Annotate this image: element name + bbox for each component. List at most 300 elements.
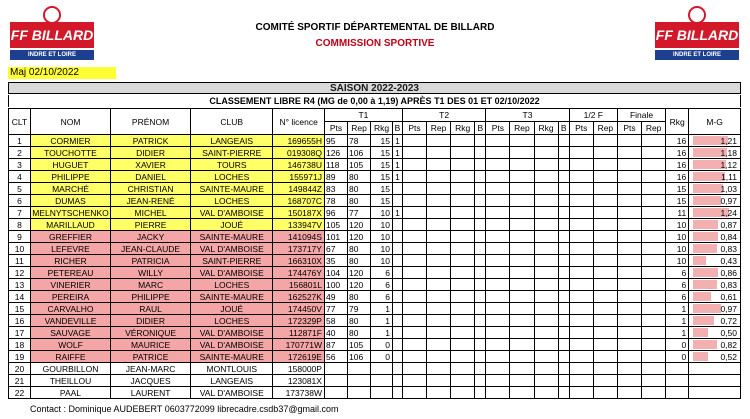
cell-t1-rep: 79 [348,303,371,315]
cell-t1-b [392,195,402,207]
cell-t1-rkg: 10 [371,219,393,231]
mg-value: 0,72 [720,315,737,326]
cell-empty [593,315,617,327]
cell-empty [558,183,569,195]
cell-empty [402,303,426,315]
cell-empty [593,267,617,279]
cell-t1-rkg: 10 [371,231,393,243]
cell-t1-b [392,363,402,375]
col-nom: NOM [30,109,110,135]
cell-t1-pts: 40 [324,327,347,339]
cell-empty [402,171,426,183]
cell-nom: THEILLOU [30,375,110,387]
cell-empty [569,327,593,339]
cell-empty [569,315,593,327]
cell-club: JOUÉ [191,303,273,315]
cell-empty [475,207,486,219]
cell-empty [475,195,486,207]
table-row [9,171,741,183]
cell-club: LOCHES [191,279,273,291]
cell-empty [642,159,666,171]
cell-empty [569,267,593,279]
cell-club: VAL D'AMBOISE [191,327,273,339]
cell-empty [427,135,451,147]
cell-licence: 149844Z [273,183,325,195]
cell-empty [617,387,641,399]
cell-empty [569,303,593,315]
cell-empty [617,219,641,231]
cell-empty [642,219,666,231]
cell-mg [689,303,741,315]
cell-empty [642,279,666,291]
mg-value: 0,84 [720,231,737,242]
cell-empty [486,219,510,231]
cell-rkg: 15 [666,183,689,195]
cell-clt: 15 [9,303,31,315]
cell-empty [475,171,486,183]
cell-empty [593,279,617,291]
cell-t1-rkg: 15 [371,159,393,171]
cell-empty [451,147,475,159]
cell-clt: 13 [9,279,31,291]
cell-rkg: 16 [666,135,689,147]
cell-empty [486,183,510,195]
cell-empty [486,255,510,267]
sub-pts: Pts [486,122,510,135]
cell-empty [510,135,534,147]
mg-value: 0,43 [720,255,737,266]
cell-empty [486,171,510,183]
cell-t1-rep: 78 [348,135,371,147]
ffbillard-logo-right [655,4,739,62]
cell-licence: 162527K [273,291,325,303]
cell-licence: 166310X [273,255,325,267]
cell-empty [558,327,569,339]
cell-t1-pts: 96 [324,207,347,219]
cell-empty [642,315,666,327]
cell-t1-rkg [371,363,393,375]
cell-mg [689,159,741,171]
sub-rkg: Rkg [534,122,558,135]
mg-value: 0,86 [720,267,737,278]
cell-prenom: PATRICK [111,135,191,147]
cell-empty [593,195,617,207]
document-subtitle: COMMISSION SPORTIVE [315,38,435,49]
cell-empty [569,255,593,267]
cell-empty [402,255,426,267]
cell-empty [558,231,569,243]
cell-rkg: 6 [666,279,689,291]
cell-t1-rep: 80 [348,291,371,303]
cell-club: VAL D'AMBOISE [191,207,273,219]
cell-t1-b [392,183,402,195]
cell-empty [593,387,617,399]
cell-mg [689,267,741,279]
cell-empty [593,147,617,159]
cell-t1-pts: 58 [324,315,347,327]
cell-t1-rep [348,375,371,387]
cell-empty [569,351,593,363]
cell-empty [642,291,666,303]
sub-rkg: Rkg [371,122,393,135]
cell-rkg: 16 [666,159,689,171]
table-row [9,135,741,147]
cell-clt: 6 [9,195,31,207]
mg-bar [693,280,717,289]
cell-empty [486,291,510,303]
cell-t1-pts: 35 [324,255,347,267]
cell-rkg: 10 [666,255,689,267]
cell-nom: PEREIRA [30,291,110,303]
cell-nom: GOURBILLON [30,363,110,375]
cell-empty [451,267,475,279]
cell-licence: 155971J [273,171,325,183]
cell-prenom: PIERRE [111,219,191,231]
cell-empty [642,207,666,219]
cell-rkg: 10 [666,219,689,231]
cell-prenom: MARC [111,279,191,291]
cell-empty [642,195,666,207]
cell-mg [689,171,741,183]
cell-mg [689,363,741,375]
cell-rkg [666,387,689,399]
cell-t1-b [392,279,402,291]
cell-t1-rep: 105 [348,159,371,171]
cell-empty [510,351,534,363]
logo-brand: FF BILLARD [655,22,739,48]
cell-empty [534,315,558,327]
mg-value: 0,87 [720,219,737,230]
mg-bar [693,328,708,337]
cell-empty [402,387,426,399]
cell-clt: 9 [9,231,31,243]
cell-rkg: 6 [666,267,689,279]
cell-empty [486,327,510,339]
cell-empty [534,363,558,375]
cell-rkg: 1 [666,327,689,339]
cell-empty [427,195,451,207]
cell-rkg [666,375,689,387]
cell-licence: 169655H [273,135,325,147]
cell-t1-rep: 105 [348,339,371,351]
cell-empty [617,135,641,147]
cell-prenom: RAUL [111,303,191,315]
cell-t1-pts: 104 [324,267,347,279]
cell-prenom: VÉRONIQUE [111,327,191,339]
cell-empty [475,279,486,291]
table-row [9,219,741,231]
cell-empty [569,243,593,255]
cell-rkg: 0 [666,339,689,351]
logo-region: INDRE ET LOIRE [10,50,94,60]
cell-rkg [666,363,689,375]
cell-clt: 14 [9,291,31,303]
cell-empty [569,219,593,231]
cell-t1-pts: 49 [324,291,347,303]
cell-prenom: PATRICIA [111,255,191,267]
cell-mg [689,207,741,219]
sub-pts: Pts [324,122,347,135]
cell-mg [689,327,741,339]
cell-empty [402,243,426,255]
cell-empty [486,195,510,207]
col-club: CLUB [191,109,273,135]
cell-nom: LEFEVRE [30,243,110,255]
cell-mg [689,339,741,351]
mg-value: 1,03 [720,183,737,194]
cell-t1-rkg: 15 [371,171,393,183]
cell-empty [569,183,593,195]
cell-mg [689,315,741,327]
cell-empty [593,351,617,363]
cell-club: LANGEAIS [191,135,273,147]
cell-nom: VINERIER [30,279,110,291]
cell-empty [475,327,486,339]
contact-line: Contact : Dominique AUDEBERT 0603772099 librecadre.csdb37@gmail.com [30,404,339,414]
cell-t1-rkg: 15 [371,195,393,207]
cell-empty [475,231,486,243]
cell-empty [642,231,666,243]
cell-empty [427,351,451,363]
mg-bar [693,256,706,265]
table-row [9,231,741,243]
cell-prenom: DANIEL [111,171,191,183]
cell-empty [475,387,486,399]
cell-rkg: 10 [666,231,689,243]
cell-empty [510,147,534,159]
cell-empty [475,267,486,279]
cell-t1-pts: 77 [324,303,347,315]
cell-empty [534,351,558,363]
cell-empty [402,375,426,387]
cell-empty [593,159,617,171]
mg-bar [693,220,718,229]
cell-empty [427,183,451,195]
cell-empty [642,387,666,399]
cell-rkg: 16 [666,171,689,183]
table-row [9,315,741,327]
cell-t1-b: 1 [392,135,402,147]
cell-licence: 172619E [273,351,325,363]
mg-bar [693,196,721,205]
document-title: COMITÉ SPORTIF DÉPARTEMENTAL DE BILLARD [255,22,495,33]
cell-empty [593,255,617,267]
sub-b: B [475,122,486,135]
cell-t1-pts: 89 [324,171,347,183]
cell-licence: 168707C [273,195,325,207]
cell-empty [427,387,451,399]
cell-empty [427,375,451,387]
mg-value: 0,50 [720,327,737,338]
cell-empty [642,267,666,279]
cell-t1-pts: 83 [324,183,347,195]
cell-prenom: JACQUES [111,375,191,387]
cell-empty [593,207,617,219]
cell-empty [569,291,593,303]
table-row [9,183,741,195]
cell-club: LANGEAIS [191,375,273,387]
cell-empty [427,327,451,339]
cell-empty [475,291,486,303]
cell-t1-b [392,303,402,315]
cell-empty [558,171,569,183]
cell-nom: PAAL [30,387,110,399]
cell-empty [486,315,510,327]
cell-empty [451,135,475,147]
cell-empty [642,171,666,183]
cell-empty [486,135,510,147]
cell-t1-rep [348,387,371,399]
cell-empty [451,255,475,267]
mg-value: 0,83 [720,243,737,254]
cell-empty [534,279,558,291]
mg-bar [693,268,718,277]
cell-t1-b [392,315,402,327]
cell-mg [689,375,741,387]
cell-empty [475,363,486,375]
cell-t1-rkg: 1 [371,315,393,327]
table-row [9,327,741,339]
cell-empty [510,363,534,375]
cell-empty [451,279,475,291]
cell-empty [427,363,451,375]
cell-empty [534,243,558,255]
cell-empty [486,279,510,291]
cell-empty [486,207,510,219]
col-rkg: Rkg [666,109,689,135]
cell-clt: 8 [9,219,31,231]
cell-t1-rep: 120 [348,231,371,243]
cell-empty [402,363,426,375]
cell-empty [558,303,569,315]
table-row [9,303,741,315]
cell-prenom: DIDIER [111,315,191,327]
cell-nom: MELNYTSCHENKO [32,207,109,218]
cell-empty [617,159,641,171]
cell-clt: 22 [9,387,31,399]
cell-prenom: JACKY [111,231,191,243]
cell-empty [451,231,475,243]
cell-t1-b [392,231,402,243]
cell-t1-rep: 120 [348,279,371,291]
table-row [9,243,741,255]
cell-t1-pts: 95 [324,135,347,147]
cell-mg [689,219,741,231]
sub-rep: Rep [593,122,617,135]
cell-empty [427,315,451,327]
cell-empty [427,267,451,279]
cell-empty [617,195,641,207]
cell-empty [569,363,593,375]
cell-licence: 158000P [273,363,325,375]
cell-club: SAINTE-MAURE [191,231,273,243]
cell-licence: 141094S [273,231,325,243]
cell-empty [510,243,534,255]
col-t3: T3 [486,109,569,122]
cell-empty [402,315,426,327]
cell-empty [642,327,666,339]
table-row [9,363,741,375]
cell-nom: CORMIER [30,135,110,147]
cell-empty [617,327,641,339]
cell-empty [534,291,558,303]
cell-empty [593,171,617,183]
update-date: Maj 02/10/2022 [8,67,116,79]
ranking-title: CLASSEMENT LIBRE R4 (MG de 0,00 à 1,19) APRÈS T1 DES 01 ET 02/10/2022 [8,95,741,107]
cell-club: MONTLOUIS [191,363,273,375]
cell-t1-rep: 120 [348,219,371,231]
sub-rep: Rep [510,122,534,135]
cell-empty [427,291,451,303]
cell-clt: 10 [9,243,31,255]
cell-empty [402,327,426,339]
table-row [9,147,741,159]
cell-empty [569,387,593,399]
cell-empty [402,351,426,363]
cell-empty [593,219,617,231]
cell-empty [510,315,534,327]
cell-empty [510,303,534,315]
cell-empty [402,159,426,171]
cell-nom: RICHER [30,255,110,267]
cell-t1-b [392,327,402,339]
cell-empty [451,195,475,207]
mg-value: 0,83 [720,279,737,290]
cell-empty [510,327,534,339]
cell-empty [510,171,534,183]
cell-licence: 019308Q [273,147,325,159]
cell-mg [689,243,741,255]
cell-t1-b: 1 [392,147,402,159]
cell-mg [689,147,741,159]
cell-empty [486,243,510,255]
logo-region: INDRE ET LOIRE [655,50,739,60]
cell-t1-b: 1 [392,171,402,183]
cell-empty [534,387,558,399]
cell-club: SAINT-PIERRE [191,255,273,267]
cell-t1-b [392,291,402,303]
sub-pts: Pts [569,122,593,135]
table-row [9,159,741,171]
cell-mg [689,195,741,207]
cell-nom: SAUVAGE [30,327,110,339]
cell-mg [689,387,741,399]
cell-rkg: 11 [666,207,689,219]
cell-empty [534,339,558,351]
cell-t1-pts: 67 [324,243,347,255]
sub-pts: Pts [617,122,641,135]
cell-clt: 21 [9,375,31,387]
cell-empty [486,375,510,387]
cell-empty [475,315,486,327]
cell-empty [402,207,426,219]
mg-bar [693,340,717,349]
cell-t1-b [392,267,402,279]
cell-empty [534,267,558,279]
cell-clt: 1 [9,135,31,147]
cell-empty [402,219,426,231]
cell-empty [569,195,593,207]
cell-empty [617,147,641,159]
mg-value: 0,97 [720,195,737,206]
cell-empty [451,291,475,303]
cell-t1-rep: 80 [348,327,371,339]
cell-t1-rep: 120 [348,267,371,279]
cell-empty [427,207,451,219]
cell-empty [427,339,451,351]
cell-clt: 20 [9,363,31,375]
cell-empty [534,135,558,147]
